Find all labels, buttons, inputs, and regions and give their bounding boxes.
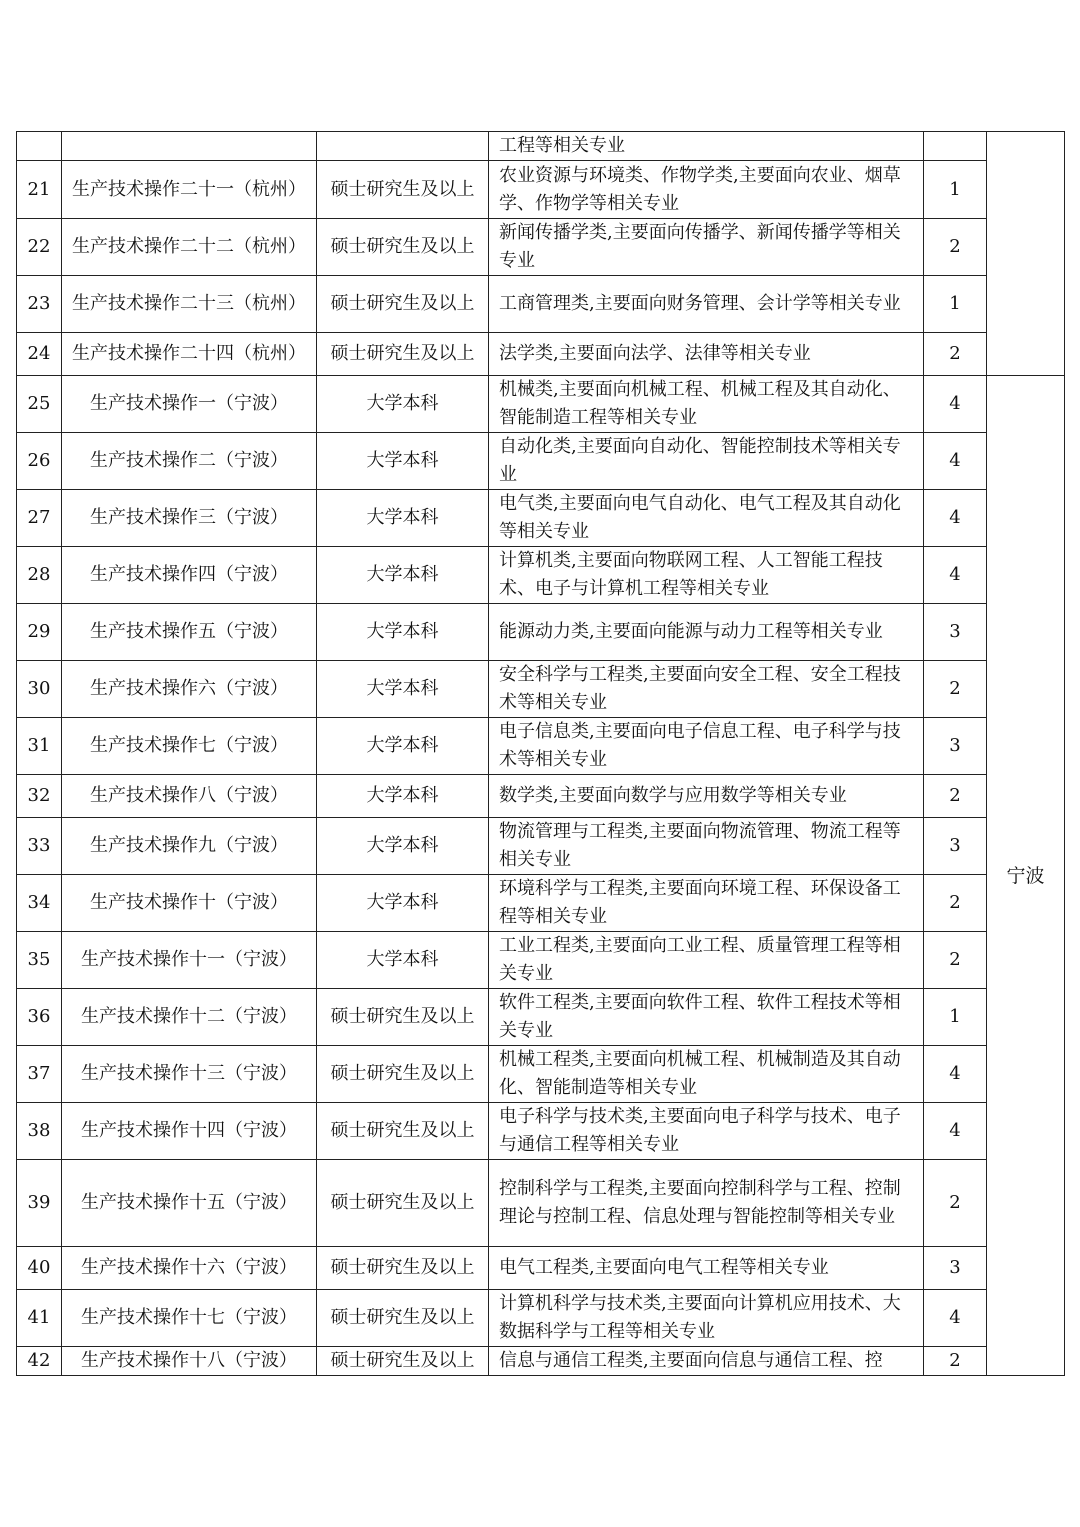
major-requirement: 软件工程类,主要面向软件工程、软件工程技术等相关专业 [489, 989, 924, 1046]
row-number: 27 [17, 490, 62, 547]
table-body [17, 132, 1065, 1376]
position-title: 生产技术操作三（宁波） [62, 490, 317, 547]
row-number: 35 [17, 932, 62, 989]
table-row [17, 276, 1065, 333]
major-requirement: 控制科学与工程类,主要面向控制科学与工程、控制理论与控制工程、信息处理与智能控制等相关专业 [489, 1160, 924, 1247]
education-requirement: 硕士研究生及以上 [317, 1290, 489, 1347]
position-title: 生产技术操作七（宁波） [62, 718, 317, 775]
major-requirement: 农业资源与环境类、作物学类,主要面向农业、烟草学、作物学等相关专业 [489, 161, 924, 219]
row-number: 40 [17, 1247, 62, 1290]
headcount: 2 [924, 333, 987, 376]
education-requirement: 大学本科 [317, 875, 489, 932]
headcount: 1 [924, 161, 987, 219]
table-row [17, 490, 1065, 547]
education-requirement: 大学本科 [317, 775, 489, 818]
row-number: 34 [17, 875, 62, 932]
major-requirement: 物流管理与工程类,主要面向物流管理、物流工程等相关专业 [489, 818, 924, 875]
position-title: 生产技术操作十三（宁波） [62, 1046, 317, 1103]
education-requirement: 硕士研究生及以上 [317, 219, 489, 276]
row-number: 28 [17, 547, 62, 604]
education-requirement: 硕士研究生及以上 [317, 1046, 489, 1103]
row-number: 29 [17, 604, 62, 661]
education-requirement [317, 132, 489, 161]
row-number: 26 [17, 433, 62, 490]
major-requirement: 新闻传播学类,主要面向传播学、新闻传播学等相关专业 [489, 219, 924, 276]
headcount: 2 [924, 1160, 987, 1247]
major-requirement: 电子科学与技术类,主要面向电子科学与技术、电子与通信工程等相关专业 [489, 1103, 924, 1160]
education-requirement: 大学本科 [317, 490, 489, 547]
education-requirement: 硕士研究生及以上 [317, 333, 489, 376]
major-requirement: 安全科学与工程类,主要面向安全工程、安全工程技术等相关专业 [489, 661, 924, 718]
headcount: 3 [924, 718, 987, 775]
major-requirement: 计算机类,主要面向物联网工程、人工智能工程技术、电子与计算机工程等相关专业 [489, 547, 924, 604]
row-number: 39 [17, 1160, 62, 1247]
position-title: 生产技术操作二十三（杭州） [62, 276, 317, 333]
position-title: 生产技术操作十七（宁波） [62, 1290, 317, 1347]
headcount: 2 [924, 1347, 987, 1376]
location-cell-ningbo: 宁波 [987, 376, 1065, 1376]
education-requirement: 硕士研究生及以上 [317, 161, 489, 219]
education-requirement: 硕士研究生及以上 [317, 1347, 489, 1376]
position-title: 生产技术操作九（宁波） [62, 818, 317, 875]
row-number: 24 [17, 333, 62, 376]
headcount: 2 [924, 932, 987, 989]
position-title: 生产技术操作二十二（杭州） [62, 219, 317, 276]
headcount: 4 [924, 1103, 987, 1160]
table-row [17, 1247, 1065, 1290]
position-title: 生产技术操作二（宁波） [62, 433, 317, 490]
headcount: 1 [924, 989, 987, 1046]
major-requirement: 机械工程类,主要面向机械工程、机械制造及其自动化、智能制造等相关专业 [489, 1046, 924, 1103]
headcount [924, 132, 987, 161]
row-number: 22 [17, 219, 62, 276]
major-requirement: 计算机科学与技术类,主要面向计算机应用技术、大数据科学与工程等相关专业 [489, 1290, 924, 1347]
table-row [17, 775, 1065, 818]
headcount: 2 [924, 775, 987, 818]
headcount: 2 [924, 875, 987, 932]
table-row [17, 1160, 1065, 1247]
position-title: 生产技术操作十八（宁波） [62, 1347, 317, 1376]
major-requirement: 机械类,主要面向机械工程、机械工程及其自动化、智能制造工程等相关专业 [489, 376, 924, 433]
position-title: 生产技术操作十（宁波） [62, 875, 317, 932]
position-title: 生产技术操作一（宁波） [62, 376, 317, 433]
row-number: 23 [17, 276, 62, 333]
row-number: 42 [17, 1347, 62, 1376]
position-title: 生产技术操作五（宁波） [62, 604, 317, 661]
education-requirement: 硕士研究生及以上 [317, 989, 489, 1046]
position-title: 生产技术操作二十一（杭州） [62, 161, 317, 219]
education-requirement: 大学本科 [317, 661, 489, 718]
major-requirement: 能源动力类,主要面向能源与动力工程等相关专业 [489, 604, 924, 661]
table-row [17, 547, 1065, 604]
headcount: 4 [924, 1046, 987, 1103]
major-requirement: 信息与通信工程类,主要面向信息与通信工程、控 [489, 1347, 924, 1376]
table-row [17, 718, 1065, 775]
headcount: 2 [924, 661, 987, 718]
row-number: 41 [17, 1290, 62, 1347]
headcount: 4 [924, 1290, 987, 1347]
education-requirement: 硕士研究生及以上 [317, 1160, 489, 1247]
major-requirement: 数学类,主要面向数学与应用数学等相关专业 [489, 775, 924, 818]
row-number: 37 [17, 1046, 62, 1103]
education-requirement: 大学本科 [317, 932, 489, 989]
education-requirement: 大学本科 [317, 433, 489, 490]
headcount: 4 [924, 433, 987, 490]
position-title: 生产技术操作十五（宁波） [62, 1160, 317, 1247]
position-title: 生产技术操作十四（宁波） [62, 1103, 317, 1160]
headcount: 3 [924, 1247, 987, 1290]
table-row [17, 818, 1065, 875]
table-row [17, 661, 1065, 718]
headcount: 4 [924, 490, 987, 547]
education-requirement: 硕士研究生及以上 [317, 1247, 489, 1290]
table-row [17, 1290, 1065, 1347]
row-number: 31 [17, 718, 62, 775]
education-requirement: 大学本科 [317, 376, 489, 433]
major-requirement: 电子信息类,主要面向电子信息工程、电子科学与技术等相关专业 [489, 718, 924, 775]
row-number: 33 [17, 818, 62, 875]
position-title: 生产技术操作六（宁波） [62, 661, 317, 718]
table-row [17, 604, 1065, 661]
table-row [17, 1347, 1065, 1376]
position-title: 生产技术操作八（宁波） [62, 775, 317, 818]
major-requirement: 电气工程类,主要面向电气工程等相关专业 [489, 1247, 924, 1290]
education-requirement: 大学本科 [317, 718, 489, 775]
position-title: 生产技术操作四（宁波） [62, 547, 317, 604]
table-row [17, 132, 1065, 161]
table-row [17, 376, 1065, 433]
major-requirement: 自动化类,主要面向自动化、智能控制技术等相关专业 [489, 433, 924, 490]
row-number: 32 [17, 775, 62, 818]
education-requirement: 硕士研究生及以上 [317, 276, 489, 333]
location-cell-hangzhou [987, 132, 1065, 376]
headcount: 4 [924, 376, 987, 433]
position-title: 生产技术操作十二（宁波） [62, 989, 317, 1046]
row-number: 25 [17, 376, 62, 433]
position-title: 生产技术操作十一（宁波） [62, 932, 317, 989]
major-requirement: 工商管理类,主要面向财务管理、会计学等相关专业 [489, 276, 924, 333]
education-requirement: 大学本科 [317, 818, 489, 875]
table-row [17, 1103, 1065, 1160]
position-table [16, 131, 1065, 1376]
position-title [62, 132, 317, 161]
headcount: 4 [924, 547, 987, 604]
major-requirement: 环境科学与工程类,主要面向环境工程、环保设备工程等相关专业 [489, 875, 924, 932]
row-number: 21 [17, 161, 62, 219]
education-requirement: 大学本科 [317, 604, 489, 661]
major-requirement: 法学类,主要面向法学、法律等相关专业 [489, 333, 924, 376]
row-number: 38 [17, 1103, 62, 1160]
table-row [17, 333, 1065, 376]
table-row [17, 989, 1065, 1046]
row-number: 30 [17, 661, 62, 718]
row-number: 36 [17, 989, 62, 1046]
education-requirement: 硕士研究生及以上 [317, 1103, 489, 1160]
headcount: 1 [924, 276, 987, 333]
table-row [17, 1046, 1065, 1103]
major-requirement: 工业工程类,主要面向工业工程、质量管理工程等相关专业 [489, 932, 924, 989]
table-row [17, 219, 1065, 276]
major-requirement: 电气类,主要面向电气自动化、电气工程及其自动化等相关专业 [489, 490, 924, 547]
major-requirement: 工程等相关专业 [489, 132, 924, 161]
headcount: 3 [924, 604, 987, 661]
position-title: 生产技术操作二十四（杭州） [62, 333, 317, 376]
table-row [17, 875, 1065, 932]
row-number [17, 132, 62, 161]
table-row [17, 433, 1065, 490]
table-row [17, 932, 1065, 989]
table-row [17, 161, 1065, 219]
education-requirement: 大学本科 [317, 547, 489, 604]
position-title: 生产技术操作十六（宁波） [62, 1247, 317, 1290]
headcount: 3 [924, 818, 987, 875]
headcount: 2 [924, 219, 987, 276]
